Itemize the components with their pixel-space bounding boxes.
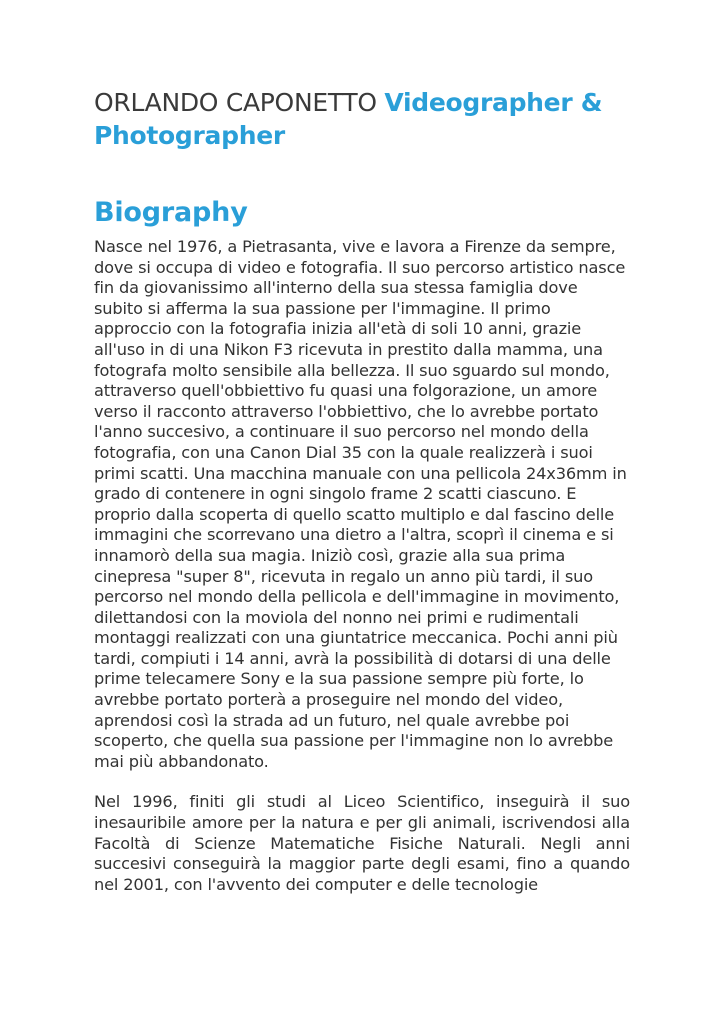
author-name: ORLANDO CAPONETTO — [94, 88, 377, 117]
biography-paragraph-2: Nel 1996, finiti gli studi al Liceo Scientifico, inseguirà il suo inesauribile amore per la natura e per gli animali, iscrivendosi alla Facoltà di Scienze Matematiche Fisiche Naturali. Negli anni succesivi conseguirà la maggior parte degli esami, fino a quando nel 2001, con l'avvento dei computer e delle tecnologie — [94, 792, 630, 894]
document-page — [94, 86, 630, 895]
biography-paragraph-1: Nasce nel 1976, a Pietrasanta, vive e lavora a Firenze da sempre, dove si occupa di video e fotografia. Il suo percorso artistico nasce fin da giovanissimo all'interno della sua stessa famiglia dove subito si afferma la sua passione per l'immagine. Il primo approccio con la fotografia inizia all'età di soli 10 anni, grazie all'uso in di una Nikon F3 ricevuta in prestito dalla mamma, una fotografa molto sensibile alla bellezza. Il suo sguardo sul mondo, attraverso quell'obbiettivo fu quasi una folgorazione, un amore verso il racconto attraverso l'obbiettivo, che lo avrebbe portato l'anno succesivo, a continuare il suo percorso nel mondo della fotografia, con una Canon Dial 35 con la quale realizzerà i suoi primi scatti. Una macchina manuale con una pellicola 24x36mm in grado di contenere in ogni singolo frame 2 scatti ciascuno. E proprio dalla scoperta di quello scatto multiplo e dal fascino delle immagini che scorrevano una dietro a l'altra, scoprì il cinema e si innamorò della sua magia. Iniziò così, grazie alla sua prima cinepresa "super 8", ricevuta in regalo un anno più tardi, il suo percorso nel mondo della pellicola e dell'immagine in movimento, dilettandosi con la moviola del nonno nei primi e rudimentali montaggi realizzati con una giuntatrice meccanica. Pochi anni più tardi, compiuti i 14 anni, avrà la possibilità di dotarsi di una delle prime telecamere Sony e la sua passione sempre più forte, lo avrebbe portato porterà a proseguire nel mondo del video, aprendosi così la strada ad un futuro, nel quale avrebbe poi scoperto, che quella sua passione per l'immagine non lo avrebbe mai più abbandonato. — [94, 237, 627, 771]
section-heading-biography: Biography — [94, 197, 248, 228]
page-title — [94, 86, 630, 152]
author-role: Videographer & Photographer — [94, 88, 603, 150]
